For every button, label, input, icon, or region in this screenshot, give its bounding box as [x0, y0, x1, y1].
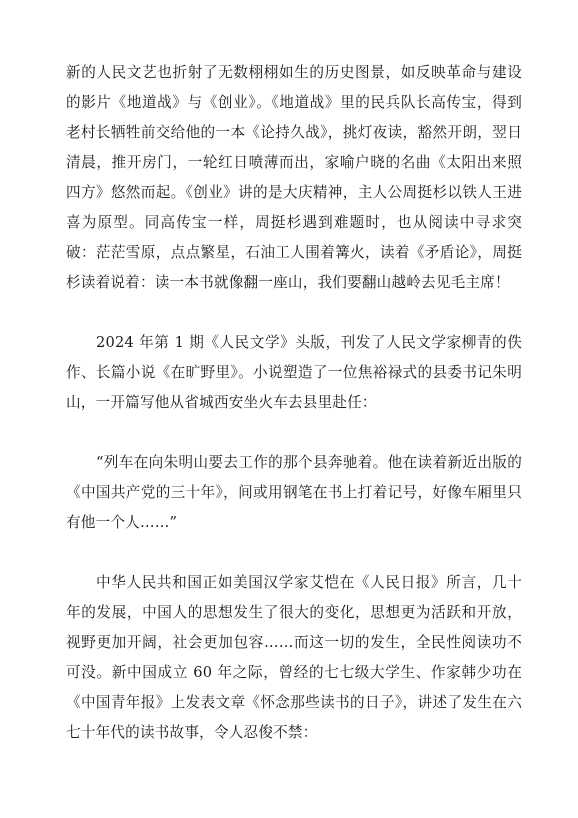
paragraph-reading: 中华人民共和国正如美国汉学家艾恺在《人民日报》所言，几十年的发展，中国人的思想发生了很大的变化，思想更为活跃和开放，视野更加开阔，社会更加包容……而这一切的发生，全民性阅读功不可没。新中国成立 60 年之际，曾经的七七级大学生、作家韩少功在《中国青年报》上发表文章《怀念那些读书的日子》，讲述了发生在六七十年代的读书故事，令人忍俊不禁： — [66, 574, 522, 741]
paragraph-quote: “列车在向朱明山要去工作的那个县奔驰着。他在读着新近出版的《中国共产党的三十年》，间或用钢笔在书上打着记号，好像车厢里只有他一个人……” — [66, 454, 522, 531]
document-page — [66, 58, 522, 748]
paragraph-gap — [66, 418, 522, 448]
paragraph-gap — [66, 298, 522, 328]
paragraph-people-literature: 2024 年第 1 期《人民文学》头版，刊发了人民文学家柳青的佚作、长篇小说《在旷野里》。小说塑造了一位焦裕禄式的县委书记朱明山，一开篇写他从省城西安坐火车去县里赴任： — [66, 334, 522, 411]
paragraph-gap — [66, 538, 522, 568]
paragraph-films: 新的人民文艺也折射了无数栩栩如生的历史图景，如反映革命与建设的影片《地道战》与《创业》。《地道战》里的民兵队长高传宝，得到老村长牺牲前交给他的一本《论持久战》，挑灯夜读，豁然开朗，翌日清晨，推开房门，一轮红日喷薄而出，家喻户晓的名曲《太阳出来照四方》悠然而起。《创业》讲的是大庆精神，主人公周挺杉以铁人王进喜为原型。同高传宝一样，周挺杉遇到难题时，也从阅读中寻求突破：茫茫雪原，点点繁星，石油工人围着篝火，读着《矛盾论》，周挺杉读着说着：读一本书就像翻一座山，我们要翻山越岭去见毛主席！ — [66, 64, 522, 291]
